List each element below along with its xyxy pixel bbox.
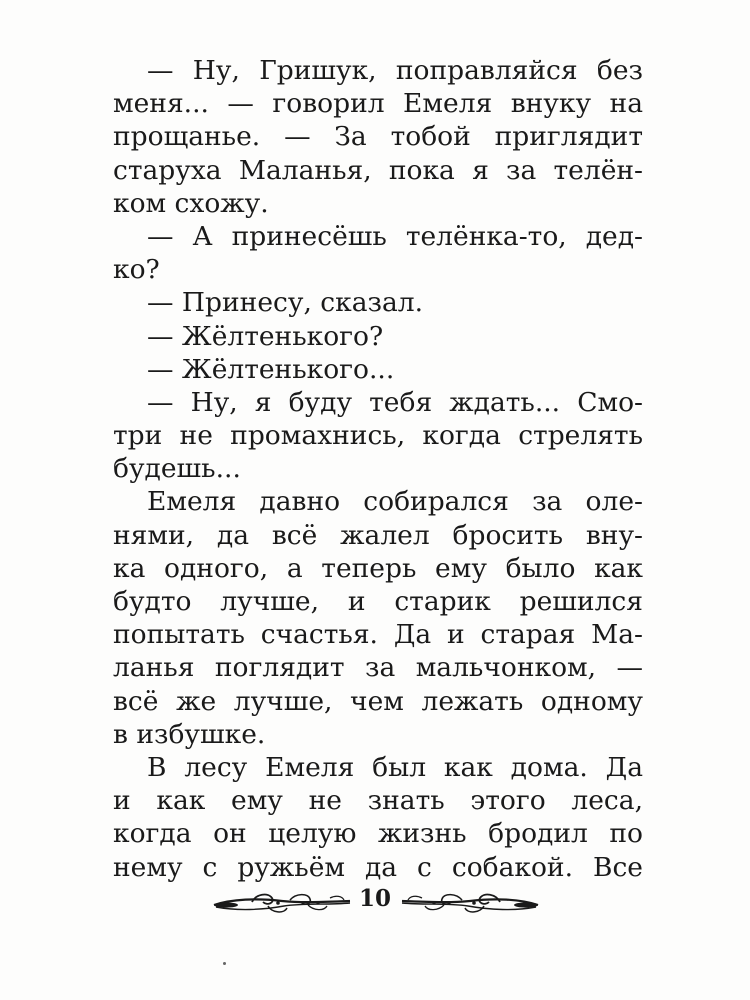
text-line: будешь... <box>113 453 241 485</box>
left-flourish-icon <box>212 890 352 916</box>
text-line: когда он целую жизнь бродил по <box>113 818 643 850</box>
text-line: — Принесу, сказал. <box>147 287 423 319</box>
story-text <box>113 54 643 884</box>
text-line: меня... — говорил Емеля внуку на <box>113 88 643 120</box>
text-line: Емеля давно собирался за оле- <box>147 486 643 518</box>
paper-speck <box>223 962 226 965</box>
page-footer <box>0 882 750 922</box>
text-line: в избушке. <box>113 718 266 750</box>
text-line: нему с ружьём да с собакой. Все <box>113 851 643 883</box>
text-line: В лесу Емеля был как дома. Да <box>147 751 643 783</box>
text-line: — Ну, я буду тебя ждать... Смо- <box>147 386 643 418</box>
text-line: — Ну, Гришук, поправляйся без <box>147 55 643 86</box>
text-line: и как ему не знать этого леса, <box>113 785 643 817</box>
text-line: — А принесёшь телёнка-то, дед- <box>147 220 643 252</box>
text-line: будто лучше, и старик решился <box>113 586 643 617</box>
text-line: нями, да всё жалел бросить вну- <box>113 519 643 551</box>
right-flourish-icon <box>400 890 540 916</box>
text-line: старуха Маланья, пока я за телён- <box>113 154 643 186</box>
text-line: три не промахнись, когда стрелять <box>113 420 643 452</box>
text-line: ком схожу. <box>113 187 269 219</box>
text-line: всё же лучше, чем лежать одному <box>113 685 643 717</box>
text-line: — Жёлтенького... <box>147 353 395 385</box>
page-number: 10 <box>358 885 391 912</box>
text-line: — Жёлтенького? <box>147 320 384 352</box>
text-line: ланья поглядит за мальчонком, — <box>113 652 643 684</box>
text-line: попытать счастья. Да и старая Ма- <box>113 619 643 651</box>
text-line: прощанье. — За тобой приглядит <box>113 121 643 153</box>
text-line: ка одного, а теперь ему было как <box>113 552 643 584</box>
text-line: ко? <box>113 254 160 286</box>
